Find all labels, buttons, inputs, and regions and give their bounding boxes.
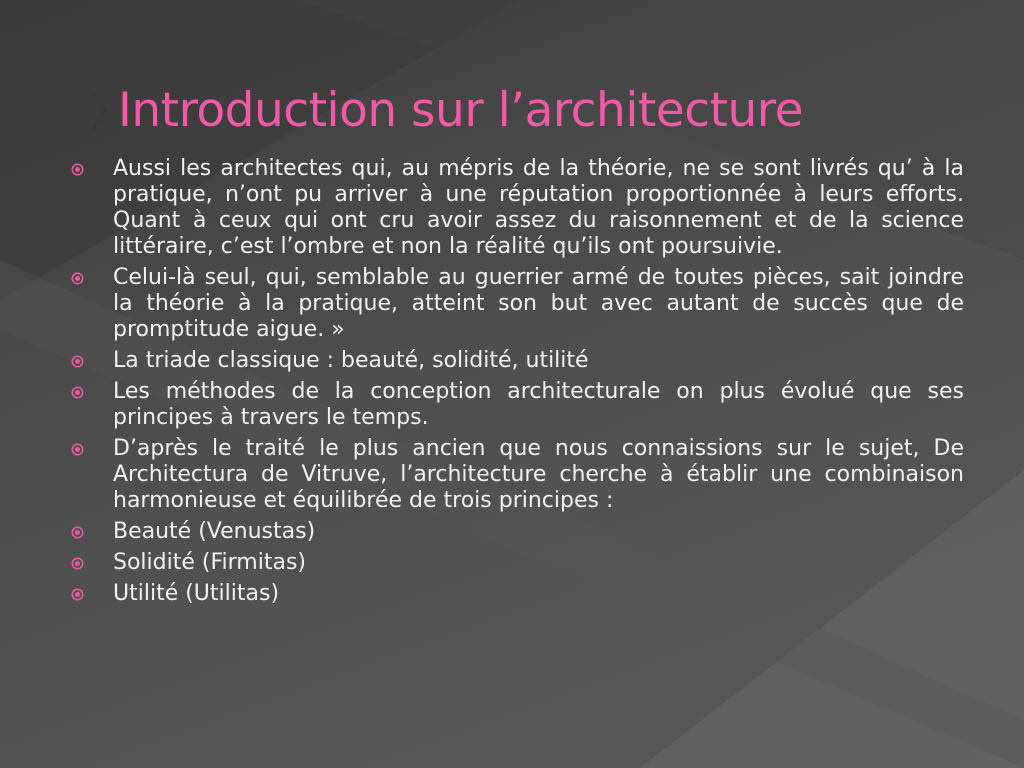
bullet-item bbox=[0, 436, 1024, 514]
bullet-text: Solidité (Firmitas) bbox=[113, 550, 306, 575]
bullet-item bbox=[0, 581, 1024, 607]
circle-dot-icon bbox=[71, 355, 84, 368]
circle-dot-icon bbox=[71, 163, 84, 176]
bullet-item bbox=[0, 265, 1024, 343]
slide-title: Introduction sur l’architecture bbox=[118, 83, 803, 138]
bullet-text: La triade classique : beauté, solidité, utilité bbox=[113, 348, 589, 373]
circle-dot-icon bbox=[71, 557, 84, 570]
circle-dot-icon bbox=[71, 272, 84, 285]
bullet-item bbox=[0, 348, 1024, 374]
bullet-text: Utilité (Utilitas) bbox=[113, 581, 280, 606]
circle-dot-icon bbox=[71, 588, 84, 601]
circle-dot-icon bbox=[71, 526, 84, 539]
bullet-item bbox=[0, 550, 1024, 576]
circle-dot-icon bbox=[71, 443, 84, 456]
circle-dot-icon bbox=[71, 386, 84, 399]
bullet-text: Beauté (Venustas) bbox=[113, 519, 316, 544]
bullet-item bbox=[0, 519, 1024, 545]
bullet-item bbox=[0, 156, 1024, 260]
bullet-item bbox=[0, 379, 1024, 431]
bullet-text: Les méthodes de la conception architecturale on plus évolué que ses principes à travers le temps. bbox=[113, 379, 964, 430]
bullet-list bbox=[0, 156, 1024, 612]
chevron-right-icon bbox=[90, 88, 108, 134]
bullet-text: Celui-là seul, qui, semblable au guerrier armé de toutes pièces, sait joindre la théorie à la pratique, atteint son but avec autant de succès que de promptitude aigue. » bbox=[113, 265, 964, 342]
bullet-text: D’après le traité le plus ancien que nous connaissions sur le sujet, De Architectura de Vitruve, l’architecture cherche à établir une combinaison harmonieuse et équilibrée de trois principes : bbox=[113, 436, 964, 513]
bullet-text: Aussi les architectes qui, au mépris de la théorie, ne se sont livrés qu’ à la pratique, n’ont pu arriver à une réputation proportionnée à leurs efforts. Quant à ceux qui ont cru avoir assez du raisonnement et de la science littéraire, c’est l’ombre et non la réalité qu’ils ont poursuivie. bbox=[113, 156, 964, 259]
